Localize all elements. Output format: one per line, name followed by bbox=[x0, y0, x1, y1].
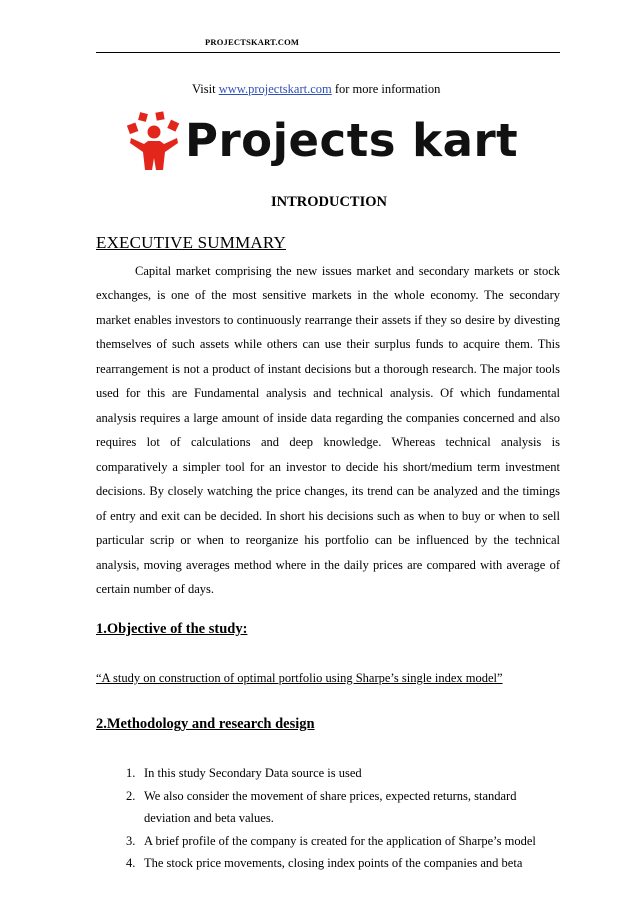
page-title: INTRODUCTION bbox=[270, 194, 387, 210]
projects-kart-logo bbox=[125, 110, 520, 174]
visit-prefix: Visit bbox=[192, 82, 219, 96]
objective-quote: “A study on construction of optimal portfolio using Sharpe’s single index model” bbox=[96, 671, 503, 685]
visit-suffix: for more information bbox=[331, 82, 441, 96]
methodology-item bbox=[96, 762, 560, 785]
executive-summary-heading: EXECUTIVE SUMMARY bbox=[96, 233, 286, 252]
list-item-text: In this study Secondary Data source is used bbox=[144, 766, 362, 780]
header-site-name: PROJECTSKART.COM bbox=[205, 37, 300, 47]
executive-summary-paragraph: Capital market comprising the new issues market and secondary markets or stock exchanges, is one of the most sensitive markets in the whole economy. The secondary market enables investors to continuously rearrange their assets if they so desire by divesting themselves of such assets while others can use their surplus funds to acquire them. This rearrangement is not a product of instant decisions but a thorough research. The major tools used for this are Fundamental analysis and technical analysis. Of which fundamental analysis requires a large amount of inside data regarding the companies concerned and also requires lot of calculations and deep knowledge. Whereas technical analysis is comparatively a simpler tool for an investor to decide his short/medium term investment decisions. By closely watching the price changes, its trend can be analyzed and the timings of entry and exit can be decided. In short his decisions such as when to buy or when to sell particular scrip or when to reorganize his portfolio can be influenced by the technical analysis, moving averages method where in the daily prices are compared with average of certain number of days. bbox=[96, 263, 560, 596]
methodology-heading: 2.Methodology and research design bbox=[96, 716, 315, 732]
list-item-text: The stock price movements, closing index points of the companies and beta bbox=[144, 856, 523, 870]
list-number: 2. bbox=[126, 788, 136, 803]
methodology-item bbox=[96, 785, 560, 830]
juggler-figure-icon bbox=[125, 110, 183, 172]
list-item-text: A brief profile of the company is created for the application of Sharpe’s model bbox=[144, 833, 536, 848]
objective-heading: 1.Objective of the study: bbox=[96, 621, 248, 637]
list-number: 1. bbox=[126, 766, 136, 780]
methodology-item bbox=[96, 830, 560, 853]
list-number: 3. bbox=[126, 833, 136, 848]
logo-wordmark: Projects kart bbox=[185, 114, 519, 167]
list-item-text: We also consider the movement of share prices, expected returns, standard deviation and beta values. bbox=[144, 788, 517, 825]
methodology-item bbox=[96, 852, 560, 875]
list-number: 4. bbox=[126, 856, 136, 870]
header-divider bbox=[96, 52, 560, 53]
methodology-list bbox=[96, 762, 560, 875]
visit-line bbox=[192, 82, 440, 97]
website-link[interactable]: www.projectskart.com bbox=[218, 82, 332, 96]
